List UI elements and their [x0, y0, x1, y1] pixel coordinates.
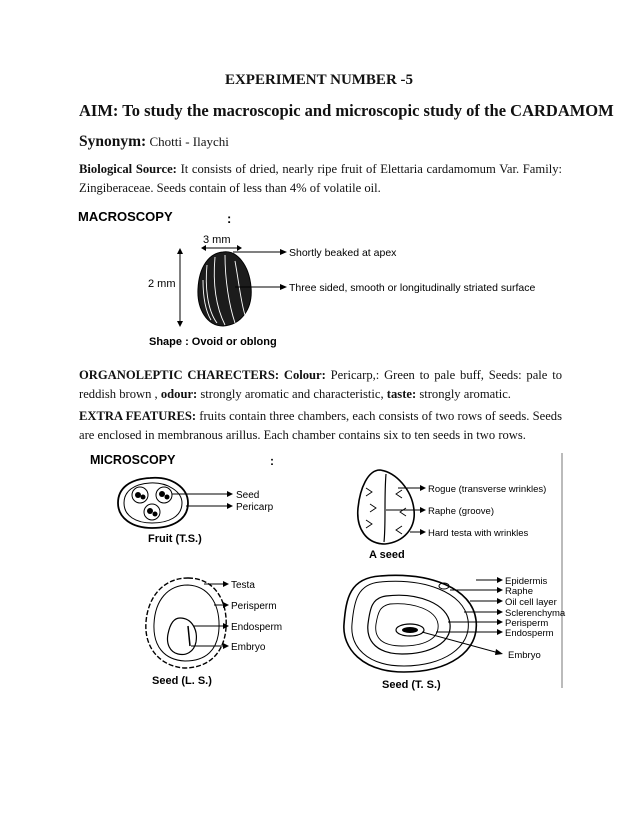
cardamom-fruit-drawing: [198, 252, 251, 326]
surface-label: Three sided, smooth or longitudinally striated surface: [289, 282, 536, 294]
fruit-ts-caption: Fruit (T.S.): [148, 533, 202, 545]
biological-source-paragraph: [79, 160, 562, 198]
a-seed-drawing: [358, 470, 414, 544]
seed-ls-label-endosperm: Endosperm: [231, 622, 283, 633]
seed-ls-caption: Seed (L. S.): [152, 675, 212, 687]
apex-arrow-head: [280, 249, 287, 255]
colour-label: Colour:: [283, 368, 326, 382]
microscopy-heading: MICROSCOPY: [90, 453, 176, 467]
seed-ts-label-embryo: Embryo: [508, 650, 541, 661]
height-arrow-head-top: [177, 248, 183, 254]
embryo-arrow-ts-head: [495, 649, 503, 655]
endosperm-arrow-ts-head: [497, 629, 503, 635]
epidermis-arrow-head: [497, 577, 503, 583]
sclerenchyma-arrow-head: [497, 609, 503, 615]
taste-label: taste:: [386, 387, 417, 401]
surface-arrow-head: [280, 284, 287, 290]
macroscopy-colon: :: [227, 211, 232, 226]
synonym-line: [79, 133, 229, 151]
fruit-ts-drawing: [118, 478, 188, 528]
macroscopy-figure: [75, 205, 565, 355]
aim-text: AIM: To study the macroscopic and microscopic study of the CARDAMOM: [79, 101, 614, 120]
pericarp-arrow-head: [227, 503, 233, 509]
microscopy-figure: [80, 448, 568, 694]
microscopy-colon: :: [270, 454, 274, 468]
embryo-arrow-ls-head: [223, 643, 229, 649]
a-seed-caption: A seed: [369, 549, 405, 561]
fruit-ts-label-pericarp: Pericarp: [236, 502, 274, 513]
seed-ts-label-perisperm: Perisperm: [505, 618, 549, 629]
embryo-arrow-ts: [422, 632, 499, 653]
seed-ts-label-raphe: Raphe: [505, 586, 533, 597]
oil-cell-arrow-head: [497, 598, 503, 604]
seed-ts-label-oil-cell: Oil cell layer: [505, 597, 557, 608]
raphe-arrow-ts-head: [497, 587, 503, 593]
organoleptic-paragraph: [79, 366, 562, 404]
extra-features-paragraph: [79, 407, 562, 445]
shape-label: Shape : Ovoid or oblong: [149, 336, 277, 348]
height-label: 2 mm: [148, 278, 176, 290]
raphe-groove-arrow-head: [420, 507, 426, 513]
extra-features-text: fruits contain three chambers, each consists of two rows of seeds. Seeds are enclosed in membranous arillus. Each chamber contains six to ten seeds in two rows.: [79, 409, 562, 442]
experiment-heading: EXPERIMENT NUMBER -5: [224, 72, 414, 88]
seed-ls-label-testa: Testa: [231, 580, 255, 591]
synonym-value: Chotti - Ilaychi: [149, 134, 229, 149]
seed-ts-label-sclerenchyma: Sclerenchyma: [505, 608, 566, 619]
height-arrow-head-bottom: [177, 321, 183, 327]
apex-label: Shortly beaked at apex: [289, 247, 397, 259]
a-seed-label-raphe: Raphe (groove): [428, 506, 495, 517]
extra-features-label: EXTRA FEATURES:: [79, 409, 197, 423]
seed-ts-label-endosperm: Endosperm: [505, 628, 554, 639]
seed-ls-label-embryo: Embryo: [231, 642, 266, 653]
perisperm-arrow-ts-head: [497, 619, 503, 625]
taste-text: strongly aromatic.: [419, 387, 511, 401]
width-label: 3 mm: [203, 234, 231, 246]
seed-ls-label-perisperm: Perisperm: [231, 601, 277, 612]
colour-text: Pericarp,: Green to pale buff, Seeds: pale to reddish brown ,: [79, 368, 562, 401]
perisperm-arrow-ls-head: [223, 602, 229, 608]
biological-source-label: Biological Source:: [79, 162, 177, 176]
macroscopy-heading: MACROSCOPY: [78, 209, 173, 224]
a-seed-label-rogue: Rogue (transverse wrinkles): [428, 484, 547, 495]
seed-ts-caption: Seed (T. S.): [382, 679, 441, 691]
testa-arrow-head: [223, 581, 229, 587]
odour-label: odour:: [160, 387, 198, 401]
fruit-ts-label-seed: Seed: [236, 490, 260, 501]
odour-text: strongly aromatic and characteristic,: [200, 387, 384, 401]
a-seed-label-testa: Hard testa with wrinkles: [428, 528, 529, 539]
width-arrow-head-right: [237, 245, 242, 251]
organoleptic-label: ORGANOLEPTIC CHARECTERS:: [79, 368, 280, 382]
seed-ts-label-epidermis: Epidermis: [505, 576, 548, 587]
seed-ls-drawing: [146, 578, 226, 668]
biological-source-text: It consists of dried, nearly ripe fruit of Elettaria cardamomum Var. Family: Zingiberaceae. Seeds contain of less than 4% of volatile oil.: [79, 162, 562, 195]
rogue-arrow-head: [420, 485, 426, 491]
seed-arrow-head: [227, 491, 233, 497]
synonym-label: Synonym:: [79, 133, 147, 150]
testa-wrinkle-arrow-head: [420, 529, 426, 535]
